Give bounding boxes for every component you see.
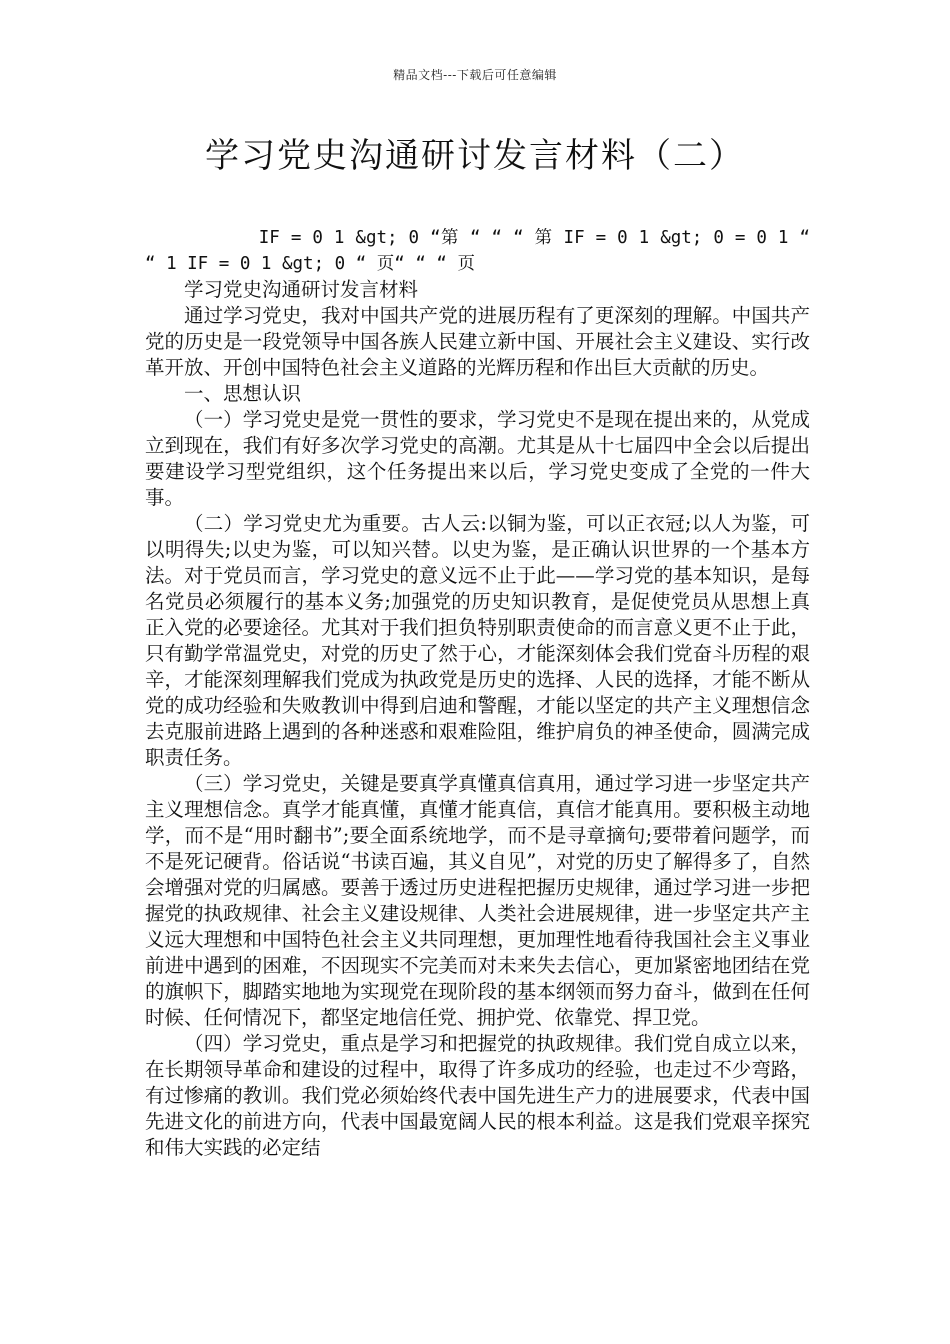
document-body bbox=[145, 225, 810, 1161]
intro-paragraph: 通过学习党史，我对中国共产党的进展历程有了更深刻的理解。中国共产党的历史是一段党领导中国各族人民建立新中国、开展社会主义建设、实行改革开放、开创中国特色社会主义道路的光辉历程和作出巨大贡献的历史。 bbox=[145, 304, 810, 379]
body-paragraph: （三）学习党史，关键是要真学真懂真信真用，通过学习进一步坚定共产主义理想信念。真学才能真懂，真懂才能真信，真信才能真用。要积极主动地学，而不是“用时翻书”;要全面系统地学，而不是寻章摘句;要带着问题学，而不是死记硬背。俗话说“书读百遍，其义自见”，对党的历史了解得多了，自然会增强对党的归属感。要善于透过历史进程把握历史规律，通过学习进一步把握党的执政规律、社会主义建设规律、人类社会进展规律，进一步坚定共产主义远大理想和中国特色社会主义共同理想，更加理性地看待我国社会主义事业前进中遇到的困难，不因现实不完美而对未来失去信心，更加紧密地团结在党的旗帜下，脚踏实地地为实现党在现阶段的基本纲领而努力奋斗，做到在任何时候、任何情况下，都坚定地信任党、拥护党、依靠党、捍卫党。 bbox=[145, 772, 810, 1029]
body-paragraph: （一）学习党史是党一贯性的要求，学习党史不是现在提出来的，从党成立到现在，我们有好多次学习党史的高潮。尤其是从十七届四中全会以后提出要建设学习型党组织，这个任务提出来以后，学习党史变成了全党的一件大事。 bbox=[145, 408, 810, 509]
body-paragraph: （二）学习党史尤为重要。古人云:以铜为鉴，可以正衣冠;以人为鉴，可以明得失;以史为鉴，可以知兴替。以史为鉴，是正确认识世界的一个基本方法。对于党员而言，学习党史的意义远不止于此——学习党的基本知识，是每名党员必须履行的基本义务;加强党的历史知识教育，是促使党员从思想上真正入党的必要途径。尤其对于我们担负特别职责使命的而言意义更不止于此，只有勤学常温党史，对党的历史了然于心，才能深刻体会我们党奋斗历程的艰辛，才能深刻理解我们党成为执政党是历史的选择、人民的选择，才能不断从党的成功经验和失败教训中得到启迪和警醒，才能以坚定的共产主义理想信念去克服前进路上遇到的各种迷惑和艰难险阻，维护肩负的神圣使命，圆满完成职责任务。 bbox=[145, 512, 810, 769]
subtitle-paragraph: 学习党史沟通研讨发言材料 bbox=[184, 278, 419, 301]
body-paragraph: （四）学习党史，重点是学习和把握党的执政规律。我们党自成立以来，在长期领导革命和建设的过程中，取得了许多成功的经验，也走过不少弯路，有过惨痛的教训。我们党必须始终代表中国先进生产力的进展要求，代表中国先进文化的前进方向，代表中国最宽阔人民的根本利益。这是我们党艰辛探究和伟大实践的必定结 bbox=[145, 1032, 810, 1159]
page-field-code-line: IF = 0 1 &gt; 0 “第 “ “ “ 第 IF = 0 1 &gt; 0 = 0 1 “ “ 1 IF = 0 1 &gt; 0 “ 页“ “ “ 页 bbox=[145, 228, 810, 274]
section-heading: 一、思想认识 bbox=[184, 382, 302, 405]
document-header-note: 精品文档---下载后可任意编辑 bbox=[393, 68, 557, 82]
document-title: 学习党史沟通研讨发言材料（二） bbox=[205, 136, 745, 176]
